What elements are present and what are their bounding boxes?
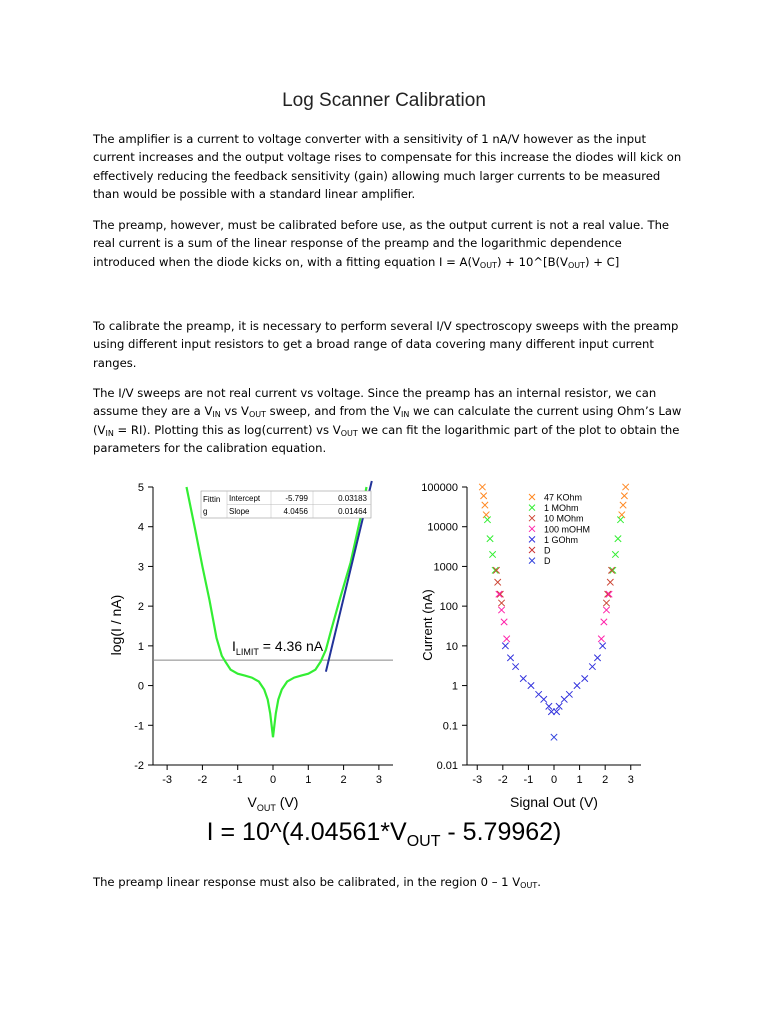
right-series-3-point-5 — [601, 619, 607, 625]
right-series-4-point-6 — [541, 696, 547, 702]
left-x-tick-label-5: 2 — [340, 774, 347, 786]
right-y-tick-label-3: 10 — [445, 640, 458, 653]
left-x-axis-label: $V_{OUT}$ (V) — [247, 794, 299, 813]
right-series-4-point-4 — [528, 682, 534, 688]
right-series-4-point-16 — [594, 655, 600, 661]
left-x-tick-label-2: -1 — [232, 774, 243, 786]
paragraph-amplifier: The amplifier is a current to voltage converter with a sensitivity of 1 nA/V however as the input current increases and the output voltage rises to compensate for this increase the diodes will kick on effectively reducing the feedback sensitivity (gain) allowing much larger currents to be measured than would be possible with a standard linear amplifier. — [93, 132, 682, 201]
fit-row-1-value: 4.0456 — [283, 507, 308, 516]
left-y-tick-label-5: 3 — [137, 561, 144, 574]
right-series-0-point-5 — [620, 502, 626, 508]
legend-label-1: 1 MOhm — [544, 503, 579, 514]
right-series-0-point-1 — [480, 493, 486, 499]
right-series-4-point-14 — [582, 675, 588, 681]
right-series-0-point-6 — [621, 493, 627, 499]
left-y-tick-label-1: -1 — [134, 720, 144, 733]
right-series-4-point-0 — [502, 643, 508, 649]
right-series-1-point-6 — [615, 535, 621, 541]
right-series-0-point-4 — [619, 512, 625, 518]
right-series-0-point-0 — [479, 484, 485, 490]
right-legend — [529, 493, 590, 567]
right-series-1-point-5 — [612, 551, 618, 557]
right-y-tick-label-0: 0.01 — [436, 760, 458, 772]
legend-marker-3 — [529, 526, 535, 532]
right-series-2-point-4 — [603, 600, 609, 606]
left-y-axis-label: log(I / nA) — [108, 594, 124, 656]
right-series-2-point-2 — [497, 591, 503, 597]
fit-table-label: Fittin — [203, 495, 221, 504]
svg-text:g: g — [203, 507, 208, 516]
legend-marker-2 — [529, 515, 535, 521]
right-y-tick-label-1: 0.1 — [442, 720, 458, 733]
right-series-3-point-6 — [603, 607, 609, 613]
left-x-tick-label-1: -2 — [197, 774, 208, 786]
right-series-2-point-6 — [607, 579, 613, 585]
legend-marker-4 — [529, 536, 535, 542]
right-series-4-point-15 — [589, 663, 595, 669]
right-series-3-point-7 — [606, 591, 612, 597]
left-x-tick-label-3: 0 — [269, 774, 277, 786]
right-series-4-point-12 — [566, 691, 572, 697]
right-series-3-point-4 — [598, 636, 604, 642]
limit-annotation: $I_{LIMIT} = 4.36$ nA — [232, 638, 324, 657]
legend-label-3: 100 mOHM — [544, 524, 591, 535]
right-series-3-point-1 — [498, 607, 504, 613]
right-y-axis-label: Current (nA) — [420, 589, 435, 661]
fit-row-0-name: Intercept — [229, 494, 261, 503]
right-series-3-point-2 — [501, 619, 507, 625]
left-x-tick-label-6: 3 — [375, 774, 382, 786]
right-series-4-point-1 — [507, 655, 513, 661]
right-x-tick-label-0: -3 — [472, 774, 483, 786]
fit-row-1-error: 0.01464 — [338, 507, 367, 516]
right-series-1-point-2 — [489, 551, 495, 557]
right-series-0-point-7 — [622, 484, 628, 490]
right-series-2-point-1 — [495, 579, 501, 585]
right-series-4-point-2 — [512, 663, 518, 669]
fit-row-0-value: -5.799 — [285, 494, 308, 503]
paragraph-calibration-equation: The preamp, however, must be calibrated before use, as the output current is not a real value. The real current is a sum of the linear response of the preamp and the logarithmic dependence introduced when the diode kicks on, with a fitting equation $I = A(V_{OUT})$ + $10\^{}[B(V_{OUT}) + C]$ — [93, 218, 670, 270]
right-series-2-point-0 — [493, 567, 499, 573]
calibration-equation: $I = 10\^{}(4.04561*V_{OUT} - 5.79962)$ — [206, 818, 562, 850]
right-series-2-point-3 — [498, 600, 504, 606]
left-x-tick-label-4: 1 — [305, 774, 312, 786]
right-series-4-point-3 — [520, 675, 526, 681]
legend-marker-5 — [529, 547, 535, 553]
paragraph-linear-response: The preamp linear response must also be calibrated, in the region 0 – 1 $V_{OUT}$. — [93, 875, 541, 890]
right-series-4-point-13 — [574, 682, 580, 688]
right-y-tick-label-4: 100 — [439, 601, 458, 614]
legend-label-5: D — [544, 545, 551, 556]
right-series-1-point-0 — [484, 517, 490, 523]
left-y-tick-label-4: 2 — [137, 601, 144, 614]
right-series-6-point-0 — [551, 734, 557, 740]
right-x-tick-label-3: 0 — [550, 774, 558, 786]
fit-row-0-error: 0.03183 — [338, 494, 367, 503]
log-current-chart — [95, 475, 405, 815]
right-y-tick-label-6: 10000 — [427, 521, 458, 534]
fit-table — [201, 491, 371, 518]
right-series-1-point-4 — [610, 567, 616, 573]
right-series-1-point-7 — [617, 517, 623, 523]
left-y-tick-label-0: -2 — [134, 760, 144, 772]
page-title: Log Scanner Calibration — [282, 90, 486, 111]
right-x-tick-label-2: -1 — [523, 774, 534, 786]
legend-label-2: 10 MOhm — [544, 513, 584, 524]
right-series-2-point-5 — [605, 591, 611, 597]
right-series-3-point-0 — [496, 591, 502, 597]
left-x-tick-label-0: -3 — [162, 774, 173, 786]
paragraph-calibration-procedure: To calibrate the preamp, it is necessary to perform several I/V spectroscopy sweeps with the preamp using different input resistors to get a broad range of data covering many different input current ranges. — [93, 319, 679, 370]
left-y-tick-label-6: 4 — [137, 521, 144, 534]
right-series-4-point-17 — [599, 643, 605, 649]
left-y-tick-label-7: 5 — [137, 482, 144, 494]
legend-label-6: D — [544, 556, 551, 567]
paragraph-iv-sweeps: The I/V sweeps are not real current vs voltage. Since the preamp has an internal resistor, we can assume they are a $V_{IN}$ vs $V_{OUT}$ sweep, and from the $V_{IN}$ we can calculate the current using Ohm’s Law $(V_{IN} = RI)$. Plotting this as log(current) vs $V_{OUT}$ we can fit the logarithmic part of the plot to obtain the parameters for the calibration equation. — [93, 386, 682, 455]
right-x-tick-label-5: 2 — [602, 774, 609, 786]
right-series-2-point-7 — [608, 567, 614, 573]
legend-marker-0 — [529, 494, 535, 500]
right-series-1-point-3 — [492, 567, 498, 573]
left-y-tick-label-2: 0 — [137, 680, 144, 693]
right-y-tick-label-2: 1 — [451, 680, 458, 693]
legend-label-4: 1 GOhm — [544, 534, 579, 545]
right-series-0-point-2 — [482, 502, 488, 508]
right-x-tick-label-6: 3 — [627, 774, 634, 786]
legend-label-0: 47 KOhm — [544, 492, 583, 503]
right-series-3-point-3 — [503, 636, 509, 642]
right-series-0-point-3 — [483, 512, 489, 518]
right-x-axis-label: Signal Out (V) — [510, 794, 598, 810]
right-series-1-point-1 — [487, 535, 493, 541]
right-x-tick-label-1: -2 — [497, 774, 508, 786]
right-y-tick-label-7: 100000 — [421, 482, 458, 494]
fit-row-1-name: Slope — [229, 507, 250, 516]
right-y-tick-label-5: 1000 — [433, 561, 458, 574]
left-y-tick-label-3: 1 — [137, 640, 144, 653]
current-vs-signal-chart — [413, 475, 653, 815]
right-x-tick-label-4: 1 — [576, 774, 583, 786]
legend-marker-6 — [529, 558, 535, 564]
legend-marker-1 — [529, 505, 535, 511]
